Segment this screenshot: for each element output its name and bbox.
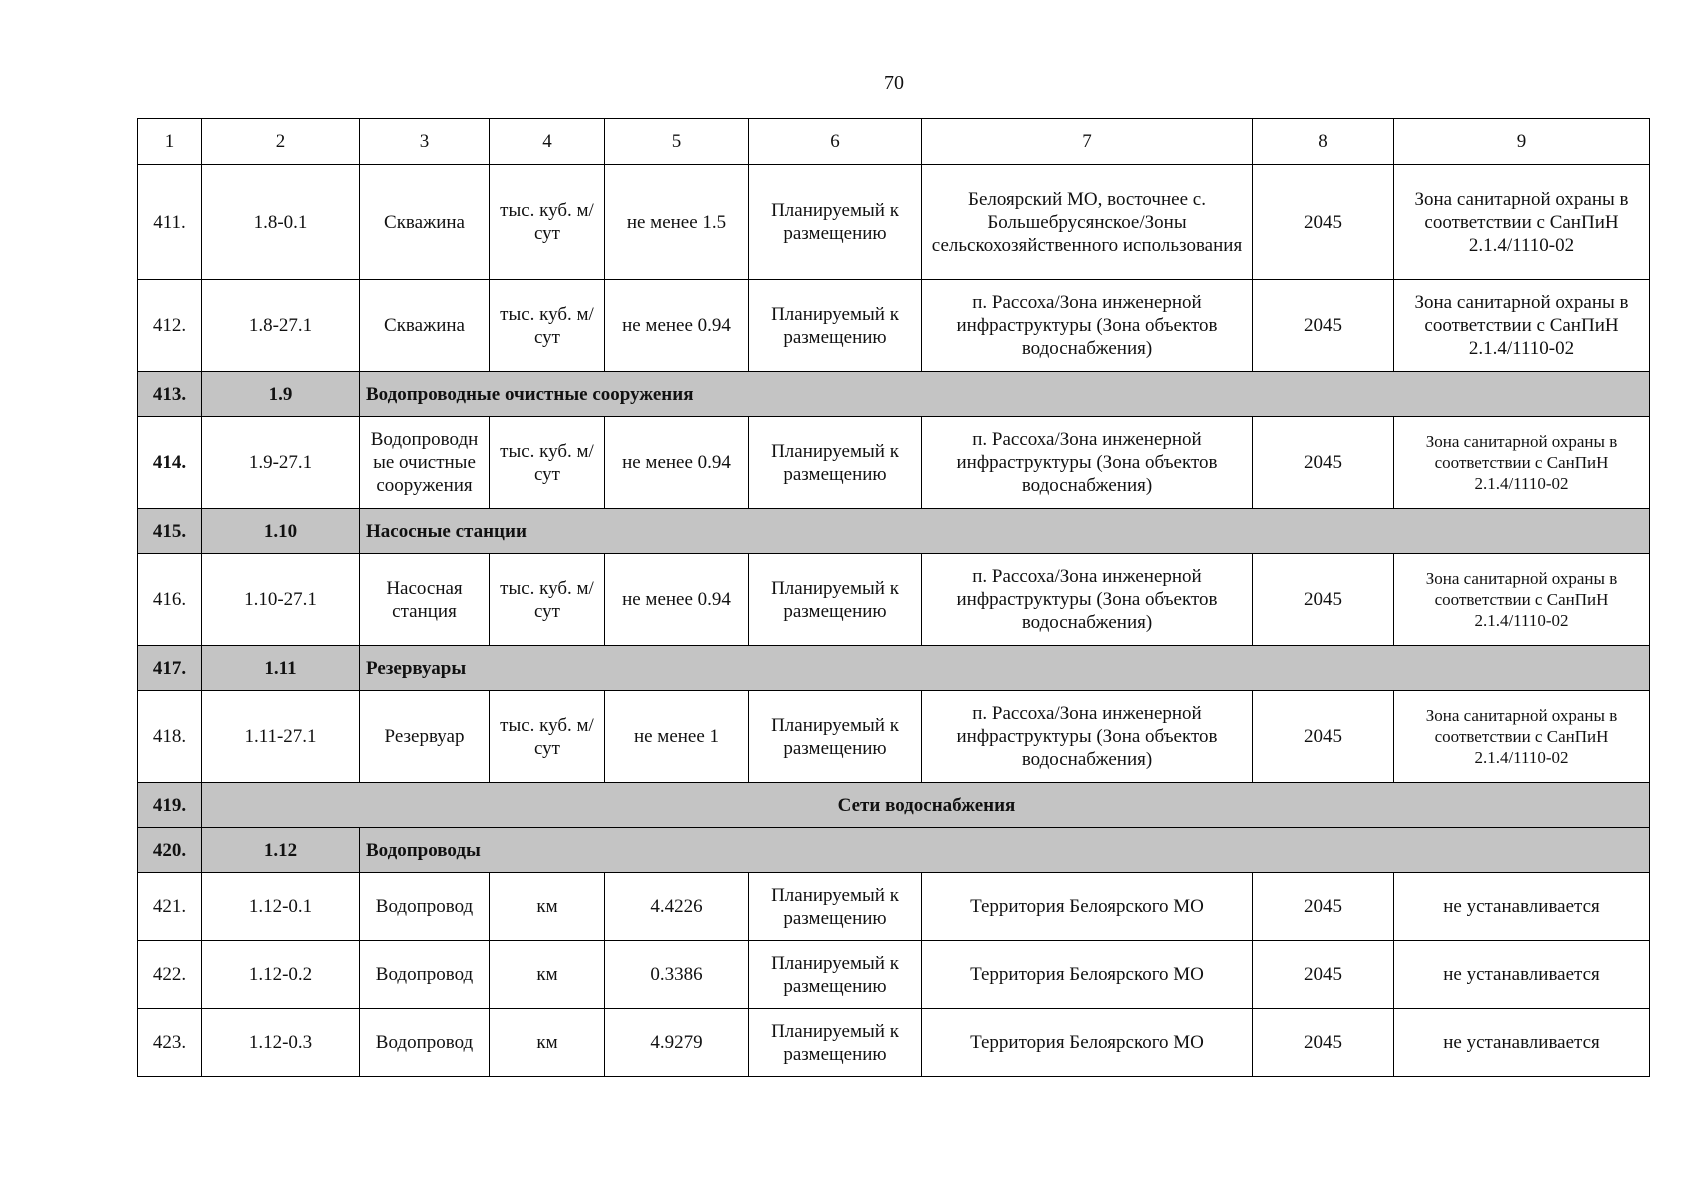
protection-zone: Зона санитарной охраны в соответствии с СанПиН 2.1.4/1110-02 xyxy=(1394,554,1650,646)
page-number: 70 xyxy=(884,72,904,94)
status: Планируемый к размещению xyxy=(749,873,922,941)
section-code: 1.12 xyxy=(202,828,360,873)
location: п. Рассоха/Зона инженерной инфраструктуры (Зона объектов водоснабжения) xyxy=(922,691,1253,783)
year: 2045 xyxy=(1253,941,1394,1009)
year: 2045 xyxy=(1253,554,1394,646)
table-row xyxy=(138,691,1650,783)
object-code: 1.10-27.1 xyxy=(202,554,360,646)
year: 2045 xyxy=(1253,280,1394,372)
object-name: Водопроводн ые очистные сооружения xyxy=(360,417,490,509)
status: Планируемый к размещению xyxy=(749,941,922,1009)
location: Территория Белоярского МО xyxy=(922,941,1253,1009)
status: Планируемый к размещению xyxy=(749,691,922,783)
object-code: 1.12-0.3 xyxy=(202,1009,360,1077)
protection-zone: Зона санитарной охраны в соответствии с СанПиН 2.1.4/1110-02 xyxy=(1394,417,1650,509)
object-name: Резервуар xyxy=(360,691,490,783)
object-name: Водопровод xyxy=(360,941,490,1009)
section-code: 1.11 xyxy=(202,646,360,691)
section-title: Водопроводные очистные сооружения xyxy=(360,372,1650,417)
year: 2045 xyxy=(1253,165,1394,280)
status: Планируемый к размещению xyxy=(749,1009,922,1077)
object-name: Скважина xyxy=(360,165,490,280)
unit: тыс. куб. м/сут xyxy=(490,691,605,783)
capacity: 0.3386 xyxy=(605,941,749,1009)
table-row xyxy=(138,554,1650,646)
section-title: Резервуары xyxy=(360,646,1650,691)
capacity: 4.9279 xyxy=(605,1009,749,1077)
object-name: Водопровод xyxy=(360,1009,490,1077)
row-number: 419. xyxy=(138,783,202,828)
objects-table xyxy=(137,118,1650,1077)
protection-zone: Зона санитарной охраны в соответствии с СанПиН 2.1.4/1110-02 xyxy=(1394,691,1650,783)
column-header: 3 xyxy=(360,119,490,165)
table-row xyxy=(138,417,1650,509)
object-name: Насосная станция xyxy=(360,554,490,646)
capacity: 4.4226 xyxy=(605,873,749,941)
section-code: 1.9 xyxy=(202,372,360,417)
table-row xyxy=(138,941,1650,1009)
status: Планируемый к размещению xyxy=(749,554,922,646)
capacity: не менее 1.5 xyxy=(605,165,749,280)
protection-zone: не устанавливается xyxy=(1394,941,1650,1009)
object-code: 1.9-27.1 xyxy=(202,417,360,509)
object-code: 1.12-0.1 xyxy=(202,873,360,941)
capacity: не менее 1 xyxy=(605,691,749,783)
object-name: Скважина xyxy=(360,280,490,372)
column-header: 5 xyxy=(605,119,749,165)
object-name: Водопровод xyxy=(360,873,490,941)
unit: тыс. куб. м/сут xyxy=(490,417,605,509)
section-row xyxy=(138,828,1650,873)
protection-zone: не устанавливается xyxy=(1394,1009,1650,1077)
table-row xyxy=(138,873,1650,941)
unit: тыс. куб. м/сут xyxy=(490,280,605,372)
column-header: 7 xyxy=(922,119,1253,165)
table-row xyxy=(138,165,1650,280)
section-code: 1.10 xyxy=(202,509,360,554)
location: Территория Белоярского МО xyxy=(922,873,1253,941)
row-number: 411. xyxy=(138,165,202,280)
object-code: 1.11-27.1 xyxy=(202,691,360,783)
unit: тыс. куб. м/сут xyxy=(490,554,605,646)
section-row xyxy=(138,372,1650,417)
year: 2045 xyxy=(1253,691,1394,783)
unit: км xyxy=(490,873,605,941)
capacity: не менее 0.94 xyxy=(605,280,749,372)
row-number: 412. xyxy=(138,280,202,372)
protection-zone: Зона санитарной охраны в соответствии с СанПиН 2.1.4/1110-02 xyxy=(1394,165,1650,280)
object-code: 1.12-0.2 xyxy=(202,941,360,1009)
row-number: 418. xyxy=(138,691,202,783)
row-number: 415. xyxy=(138,509,202,554)
location: Территория Белоярского МО xyxy=(922,1009,1253,1077)
year: 2045 xyxy=(1253,417,1394,509)
object-code: 1.8-0.1 xyxy=(202,165,360,280)
section-row xyxy=(138,646,1650,691)
capacity: не менее 0.94 xyxy=(605,417,749,509)
column-header: 2 xyxy=(202,119,360,165)
unit: тыс. куб. м/сут xyxy=(490,165,605,280)
row-number: 414. xyxy=(138,417,202,509)
status: Планируемый к размещению xyxy=(749,417,922,509)
status: Планируемый к размещению xyxy=(749,165,922,280)
location: п. Рассоха/Зона инженерной инфраструктуры (Зона объектов водоснабжения) xyxy=(922,554,1253,646)
row-number: 423. xyxy=(138,1009,202,1077)
location: Белоярский МО, восточнее с. Большебрусянское/Зоны сельскохозяйственного использования xyxy=(922,165,1253,280)
column-header: 8 xyxy=(1253,119,1394,165)
group-row xyxy=(138,783,1650,828)
row-number: 413. xyxy=(138,372,202,417)
protection-zone: Зона санитарной охраны в соответствии с СанПиН 2.1.4/1110-02 xyxy=(1394,280,1650,372)
group-title: Сети водоснабжения xyxy=(202,783,1650,828)
column-header: 4 xyxy=(490,119,605,165)
table-row xyxy=(138,280,1650,372)
year: 2045 xyxy=(1253,873,1394,941)
year: 2045 xyxy=(1253,1009,1394,1077)
section-row xyxy=(138,509,1650,554)
column-header: 1 xyxy=(138,119,202,165)
section-title: Насосные станции xyxy=(360,509,1650,554)
column-number-row xyxy=(138,119,1650,165)
capacity: не менее 0.94 xyxy=(605,554,749,646)
unit: км xyxy=(490,941,605,1009)
row-number: 420. xyxy=(138,828,202,873)
protection-zone: не устанавливается xyxy=(1394,873,1650,941)
row-number: 421. xyxy=(138,873,202,941)
table-row xyxy=(138,1009,1650,1077)
column-header: 9 xyxy=(1394,119,1650,165)
row-number: 416. xyxy=(138,554,202,646)
object-code: 1.8-27.1 xyxy=(202,280,360,372)
section-title: Водопроводы xyxy=(360,828,1650,873)
unit: км xyxy=(490,1009,605,1077)
column-header: 6 xyxy=(749,119,922,165)
row-number: 417. xyxy=(138,646,202,691)
row-number: 422. xyxy=(138,941,202,1009)
status: Планируемый к размещению xyxy=(749,280,922,372)
location: п. Рассоха/Зона инженерной инфраструктуры (Зона объектов водоснабжения) xyxy=(922,280,1253,372)
location: п. Рассоха/Зона инженерной инфраструктуры (Зона объектов водоснабжения) xyxy=(922,417,1253,509)
